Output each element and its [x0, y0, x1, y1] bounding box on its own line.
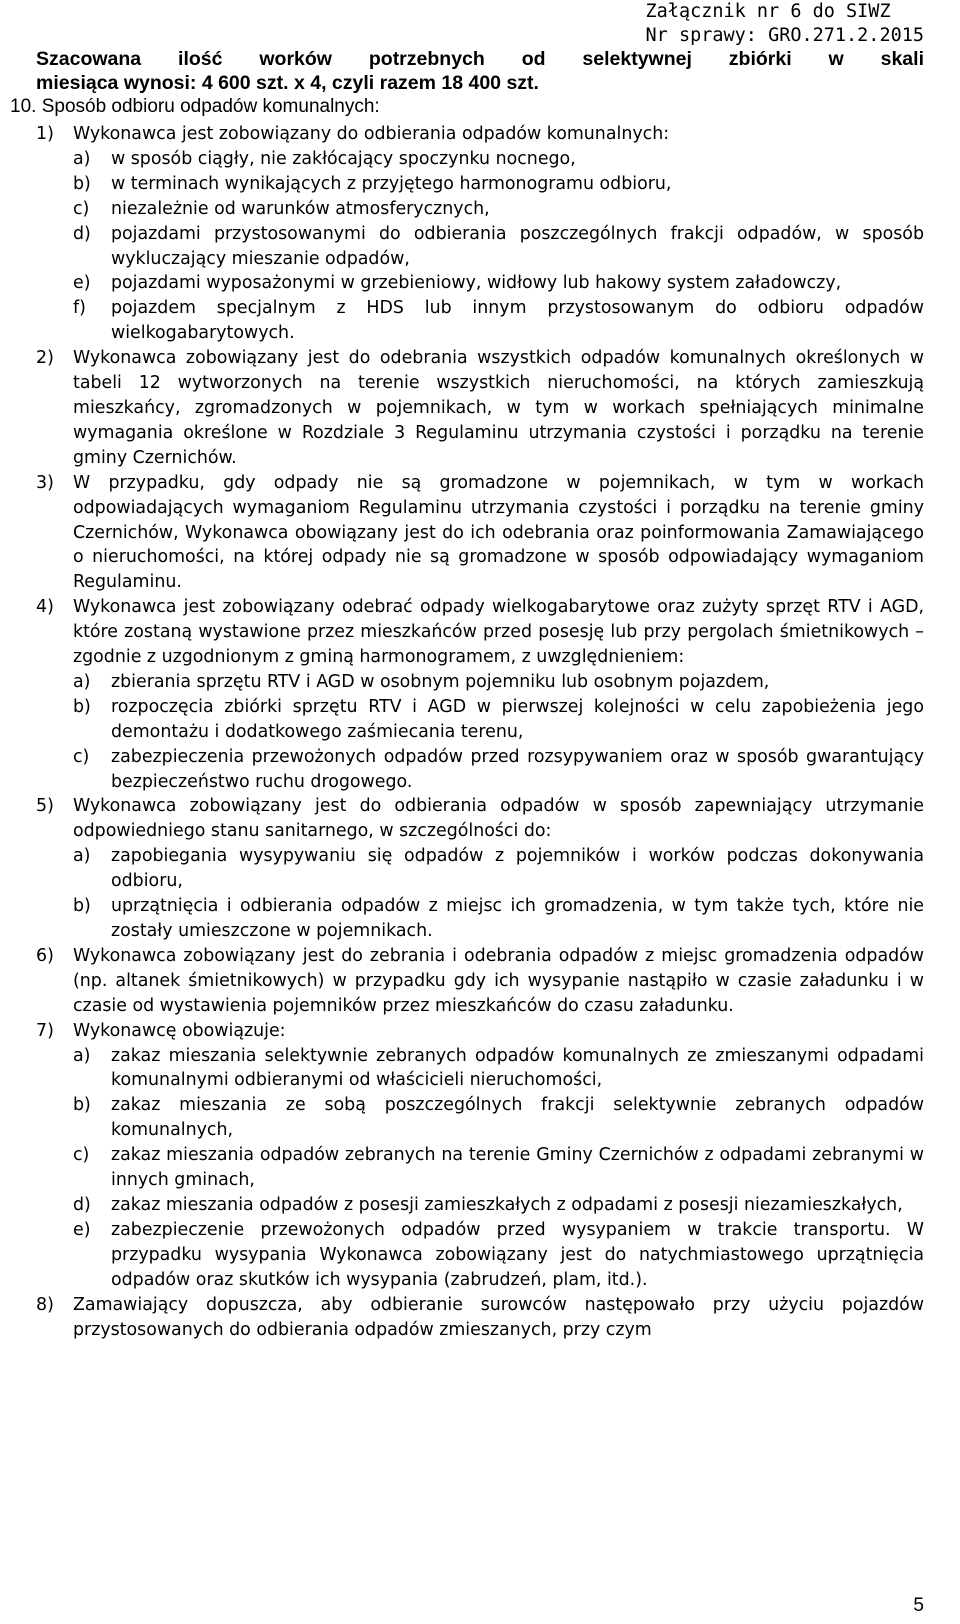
list-item-text: Wykonawca zobowiązany jest do odebrania wszystkich odpadów komunalnych określonych w tabeli 12 wytworzonych na terenie wszystkich nieruchomości, na których zamieszkują mieszkańcy, zgromadzonych w pojemnikach, w tym w workach spełniających minimalne wymagania określone w Rozdziale 3 Regulaminu utrzymania czystości i porządku na terenie gminy Czernichów. [73, 348, 924, 468]
sub-item-letter: e) [73, 273, 91, 294]
list-item-text: Wykonawcę obowiązuje: [73, 1020, 286, 1041]
list-item-body [73, 595, 924, 794]
list-item-body [73, 1019, 924, 1293]
page-number: 5 [913, 1595, 924, 1616]
sub-item-text: zabezpieczenia przewożonych odpadów przed rozsypywaniem oraz w sposób gwarantujący bezpieczeństwo ruchu drogowego. [111, 746, 924, 792]
intro-line-2: miesiąca wynosi: 4 600 szt. x 4, czyli razem 18 400 szt. [36, 72, 539, 94]
sub-item-letter: b) [73, 1095, 91, 1116]
sub-item-text: zbierania sprzętu RTV i AGD w osobnym pojemniku lub osobnym pojazdem, [111, 671, 770, 692]
sub-item [73, 745, 924, 795]
sub-item [73, 172, 924, 197]
list-item-number: 6) [36, 945, 54, 966]
numbered-list [36, 122, 924, 1342]
list-item-text: Zamawiający dopuszcza, aby odbieranie surowców następowało przy użyciu pojazdów przystosowanych do odbierania odpadów zmieszanych, przy czym [73, 1294, 924, 1340]
sub-item-text: zapobiegania wysypywaniu się odpadów z pojemników i worków podczas dokonywania odbioru, [111, 846, 924, 892]
list-item-number: 2) [36, 348, 54, 369]
sub-item-letter: e) [73, 1219, 91, 1240]
sub-item-letter: a) [73, 1045, 91, 1066]
attachment-label: Załącznik nr 6 do SIWZ [645, 1, 891, 22]
list-item-number: 5) [36, 796, 54, 817]
section-heading [10, 95, 380, 119]
sub-item [73, 271, 924, 296]
list-item-body [73, 944, 924, 1019]
sub-item-letter: b) [73, 696, 91, 717]
sub-item-text: uprzątnięcia i odbierania odpadów z miejsc ich gromadzenia, w tym także tych, które nie zostały umieszczone w pojemnikach. [111, 896, 924, 941]
case-number: Nr sprawy: GRO.271.2.2015 [645, 25, 924, 46]
sub-item [73, 1044, 924, 1094]
list-item-body [73, 122, 924, 346]
list-item-number: 1) [36, 124, 54, 144]
list-item [36, 1293, 924, 1343]
list-item [36, 346, 924, 471]
sub-item-letter: b) [73, 896, 91, 917]
sub-item-letter: a) [73, 148, 91, 169]
sub-item [73, 670, 924, 695]
sub-item-letter: d) [73, 223, 91, 244]
sub-item-text: niezależnie od warunków atmosferycznych, [111, 198, 490, 219]
intro-line-1: Szacowana ilość worków potrzebnych od selektywnej zbiórki w skali [36, 48, 924, 70]
sub-item-text: pojazdami wyposażonymi w grzebieniowy, widłowy lub hakowy system załadowczy, [111, 273, 842, 294]
sub-item-letter: b) [73, 173, 91, 194]
sub-item-text: zabezpieczenie przewożonych odpadów przed wysypaniem w trakcie transportu. W przypadku wysypania Wykonawca zobowiązany jest do natychmiastowego uprzątnięcia odpadów oraz skutków ich wysypania (zabrudzeń, plam, itd.). [111, 1219, 924, 1290]
list-item-text: Wykonawca jest zobowiązany odebrać odpady wielkogabarytowe oraz zużyty sprzęt RTV i AGD, które zostaną wystawione przez mieszkańców przed posesję lub przy pergolach śmietnikowych – zgodnie z uzgodnionym z gminą harmonogramem, z uwzględnieniem: [73, 597, 924, 668]
sub-item-text: w terminach wynikających z przyjętego harmonogramu odbioru, [111, 173, 672, 194]
list-item [36, 122, 924, 346]
sub-item-letter: c) [73, 1145, 90, 1166]
sub-item-text: rozpoczęcia zbiórki sprzętu RTV i AGD w pierwszej kolejności w celu zapobieżenia jego demontażu i dodatkowego zaśmiecania terenu, [111, 696, 924, 742]
intro-paragraph [36, 47, 924, 95]
section-title: Sposób odbioru odpadów komunalnych: [41, 96, 380, 117]
list-item-number: 4) [36, 597, 54, 618]
list-item-body [73, 1293, 924, 1343]
list-item-body [73, 471, 924, 596]
sub-item-letter: c) [73, 198, 90, 219]
list-item-text: W przypadku, gdy odpady nie są gromadzone w pojemnikach, w tym w workach odpowiadających wymaganiom Regulaminu utrzymania czystości i porządku na terenie gminy Czernichów, Wykonawca obowiązany jest do ich odebrania oraz poinformowania Zamawiającego o nieruchomości, na której odpady nie są gromadzone w sposób odpowiadający wymaganiom Regulaminu. [73, 472, 924, 593]
sub-item [73, 197, 924, 222]
sub-item-text: zakaz mieszania odpadów zebranych na terenie Gminy Czernichów z odpadami zebranymi w innych gminach, [111, 1145, 924, 1191]
sub-item [73, 1093, 924, 1143]
sub-item-letter: d) [73, 1194, 91, 1215]
list-item-number: 7) [36, 1020, 54, 1041]
sub-item-letter: a) [73, 671, 91, 692]
sub-item-text: pojazdami przystosowanymi do odbierania poszczególnych frakcji odpadów, w sposób wykluczający mieszanie odpadów, [111, 223, 924, 269]
list-item [36, 471, 924, 596]
list-item [36, 1019, 924, 1293]
sub-item [73, 844, 924, 894]
sub-item-text: zakaz mieszania odpadów z posesji zamieszkałych z odpadami z posesji niezamieszkałych, [111, 1194, 903, 1215]
list-item-body [73, 346, 924, 471]
list-item-number: 8) [36, 1294, 54, 1315]
list-item-text: Wykonawca zobowiązany jest do zebrania i odebrania odpadów z miejsc gromadzenia odpadów (np. altanek śmietnikowych) w przypadku gdy ich wysypanie nastąpiło w czasie załadunku i w czasie od wystawienia pojemników przez mieszkańców do czasu załadunku. [73, 945, 924, 1016]
list-item-text: Wykonawca jest zobowiązany do odbierania odpadów komunalnych: [73, 124, 670, 144]
sub-item [73, 1193, 924, 1218]
list-item [36, 794, 924, 943]
sub-item [73, 222, 924, 272]
sub-item [73, 147, 924, 172]
document-header [646, 0, 924, 48]
sub-item-text: zakaz mieszania selektywnie zebranych odpadów komunalnych ze zmieszanymi odpadami komunalnymi odbieranymi od właścicieli nieruchomości, [111, 1045, 924, 1091]
sub-item-letter: a) [73, 846, 91, 867]
sub-item-letter: f) [73, 298, 86, 319]
sub-item-letter: c) [73, 746, 90, 767]
sub-item [73, 1218, 924, 1293]
sub-item [73, 296, 924, 346]
list-item-body [73, 794, 924, 943]
section-number: 10. [10, 96, 37, 117]
list-item-number: 3) [36, 472, 54, 493]
list-item [36, 944, 924, 1019]
sub-item-text: w sposób ciągły, nie zakłócający spoczynku nocnego, [111, 148, 576, 169]
sub-item-text: zakaz mieszania ze sobą poszczególnych frakcji selektywnie zebranych odpadów komunalnych, [111, 1095, 924, 1141]
sub-item-text: pojazdem specjalnym z HDS lub innym przystosowanym do odbioru odpadów wielkogabarytowych. [111, 298, 924, 344]
sub-item [73, 1143, 924, 1193]
list-item-text: Wykonawca zobowiązany jest do odbierania odpadów w sposób zapewniający utrzymanie odpowiedniego stanu sanitarnego, w szczególności do: [73, 796, 924, 842]
sub-item [73, 695, 924, 745]
sub-item [73, 894, 924, 944]
list-item [36, 595, 924, 794]
